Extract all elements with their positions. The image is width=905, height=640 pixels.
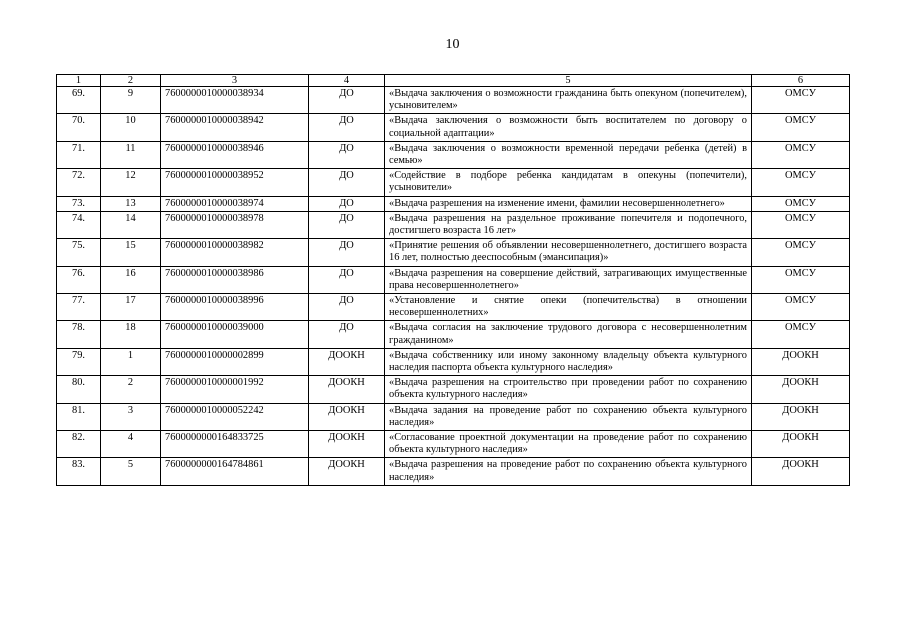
- row-number-cell: 78.: [57, 321, 101, 348]
- service-name-cell: «Выдача разрешения на раздельное проживание попечителя и подопечного, достигшего возраста 16 лет»: [385, 211, 752, 238]
- responsible-org-cell: ОМСУ: [752, 169, 850, 196]
- responsible-org-cell: ДООКН: [752, 403, 850, 430]
- page-number: 10: [445, 37, 460, 52]
- table-row: [57, 403, 850, 430]
- service-type-cell: ДО: [309, 169, 385, 196]
- service-name-cell: «Выдача собственнику или иному законному владельцу объекта культурного наследия паспорта объекта культурного наследия»: [385, 348, 752, 375]
- sub-number-cell: 16: [101, 266, 161, 293]
- service-type-cell: ДО: [309, 239, 385, 266]
- service-type-cell: ДО: [309, 114, 385, 141]
- table-row: [57, 431, 850, 458]
- column-header: 6: [752, 75, 850, 87]
- table-row: [57, 239, 850, 266]
- responsible-org-cell: ДООКН: [752, 431, 850, 458]
- service-code-cell: 7600000010000002899: [161, 348, 309, 375]
- service-type-cell: ДО: [309, 266, 385, 293]
- header-row: [57, 75, 850, 87]
- row-number-cell: 83.: [57, 458, 101, 485]
- service-code-cell: 7600000010000001992: [161, 376, 309, 403]
- service-code-cell: 7600000010000038982: [161, 239, 309, 266]
- service-code-cell: 7600000010000038996: [161, 294, 309, 321]
- responsible-org-cell: ОМСУ: [752, 266, 850, 293]
- table-row: [57, 458, 850, 485]
- table-row: [57, 114, 850, 141]
- responsible-org-cell: ОМСУ: [752, 294, 850, 321]
- row-number-cell: 73.: [57, 196, 101, 211]
- service-name-cell: «Установление и снятие опеки (попечительства) в отношении несовершеннолетних»: [385, 294, 752, 321]
- responsible-org-cell: ОМСУ: [752, 141, 850, 168]
- sub-number-cell: 18: [101, 321, 161, 348]
- service-code-cell: 7600000000164784861: [161, 458, 309, 485]
- row-number-cell: 77.: [57, 294, 101, 321]
- table-row: [57, 169, 850, 196]
- table-row: [57, 266, 850, 293]
- responsible-org-cell: ОМСУ: [752, 196, 850, 211]
- responsible-org-cell: ОМСУ: [752, 321, 850, 348]
- sub-number-cell: 11: [101, 141, 161, 168]
- responsible-org-cell: ДООКН: [752, 376, 850, 403]
- table-body: [57, 87, 850, 486]
- service-name-cell: «Согласование проектной документации на проведение работ по сохранению объекта культурного наследия»: [385, 431, 752, 458]
- row-number-cell: 75.: [57, 239, 101, 266]
- row-number-cell: 74.: [57, 211, 101, 238]
- table-row: [57, 211, 850, 238]
- row-number-cell: 70.: [57, 114, 101, 141]
- table-row: [57, 294, 850, 321]
- column-header: 5: [385, 75, 752, 87]
- service-name-cell: «Содействие в подборе ребенка кандидатам в опекуны (попечители), усыновители»: [385, 169, 752, 196]
- responsible-org-cell: ОМСУ: [752, 87, 850, 114]
- sub-number-cell: 3: [101, 403, 161, 430]
- service-type-cell: ДО: [309, 211, 385, 238]
- service-code-cell: 7600000010000038978: [161, 211, 309, 238]
- row-number-cell: 80.: [57, 376, 101, 403]
- service-name-cell: «Выдача разрешения на изменение имени, фамилии несовершеннолетнего»: [385, 196, 752, 211]
- service-name-cell: «Выдача задания на проведение работ по сохранению объекта культурного наследия»: [385, 403, 752, 430]
- sub-number-cell: 5: [101, 458, 161, 485]
- sub-number-cell: 12: [101, 169, 161, 196]
- service-name-cell: «Выдача согласия на заключение трудового договора с несовершеннолетним гражданином»: [385, 321, 752, 348]
- column-header: 1: [57, 75, 101, 87]
- table-row: [57, 87, 850, 114]
- table-row: [57, 376, 850, 403]
- table-row: [57, 348, 850, 375]
- sub-number-cell: 14: [101, 211, 161, 238]
- sub-number-cell: 9: [101, 87, 161, 114]
- sub-number-cell: 15: [101, 239, 161, 266]
- row-number-cell: 81.: [57, 403, 101, 430]
- service-name-cell: «Принятие решения об объявлении несовершеннолетнего, достигшего возраста 16 лет, полностью дееспособным (эмансипация)»: [385, 239, 752, 266]
- service-code-cell: 7600000010000052242: [161, 403, 309, 430]
- service-code-cell: 7600000010000038942: [161, 114, 309, 141]
- row-number-cell: 72.: [57, 169, 101, 196]
- service-name-cell: «Выдача разрешения на совершение действий, затрагивающих имущественные права несовершеннолетнего»: [385, 266, 752, 293]
- sub-number-cell: 17: [101, 294, 161, 321]
- row-number-cell: 71.: [57, 141, 101, 168]
- row-number-cell: 76.: [57, 266, 101, 293]
- column-header: 3: [161, 75, 309, 87]
- service-code-cell: 7600000010000038974: [161, 196, 309, 211]
- service-type-cell: ДО: [309, 294, 385, 321]
- service-code-cell: 7600000010000038986: [161, 266, 309, 293]
- service-name-cell: «Выдача заключения о возможности временной передачи ребенка (детей) в семью»: [385, 141, 752, 168]
- table-header: [57, 75, 850, 87]
- responsible-org-cell: ОМСУ: [752, 239, 850, 266]
- table-row: [57, 196, 850, 211]
- service-type-cell: ДО: [309, 141, 385, 168]
- service-name-cell: «Выдача разрешения на проведение работ по сохранению объекта культурного наследия»: [385, 458, 752, 485]
- service-name-cell: «Выдача разрешения на строительство при проведении работ по сохранению объекта культурного наследия»: [385, 376, 752, 403]
- service-code-cell: 7600000010000038952: [161, 169, 309, 196]
- service-type-cell: ДО: [309, 196, 385, 211]
- service-type-cell: ДООКН: [309, 403, 385, 430]
- services-table: [56, 74, 850, 486]
- responsible-org-cell: ОМСУ: [752, 211, 850, 238]
- column-header: 4: [309, 75, 385, 87]
- service-type-cell: ДО: [309, 87, 385, 114]
- row-number-cell: 82.: [57, 431, 101, 458]
- service-type-cell: ДООКН: [309, 431, 385, 458]
- sub-number-cell: 13: [101, 196, 161, 211]
- sub-number-cell: 4: [101, 431, 161, 458]
- sub-number-cell: 10: [101, 114, 161, 141]
- service-type-cell: ДООКН: [309, 458, 385, 485]
- table-row: [57, 321, 850, 348]
- service-code-cell: 7600000000164833725: [161, 431, 309, 458]
- sub-number-cell: 2: [101, 376, 161, 403]
- row-number-cell: 79.: [57, 348, 101, 375]
- service-type-cell: ДО: [309, 321, 385, 348]
- service-type-cell: ДООКН: [309, 376, 385, 403]
- sub-number-cell: 1: [101, 348, 161, 375]
- service-code-cell: 7600000010000038934: [161, 87, 309, 114]
- service-code-cell: 7600000010000038946: [161, 141, 309, 168]
- table-row: [57, 141, 850, 168]
- responsible-org-cell: ДООКН: [752, 348, 850, 375]
- column-header: 2: [101, 75, 161, 87]
- service-code-cell: 7600000010000039000: [161, 321, 309, 348]
- service-name-cell: «Выдача заключения о возможности гражданина быть опекуном (попечителем), усыновителем»: [385, 87, 752, 114]
- responsible-org-cell: ОМСУ: [752, 114, 850, 141]
- responsible-org-cell: ДООКН: [752, 458, 850, 485]
- service-name-cell: «Выдача заключения о возможности быть воспитателем по договору о социальной адаптации»: [385, 114, 752, 141]
- row-number-cell: 69.: [57, 87, 101, 114]
- service-type-cell: ДООКН: [309, 348, 385, 375]
